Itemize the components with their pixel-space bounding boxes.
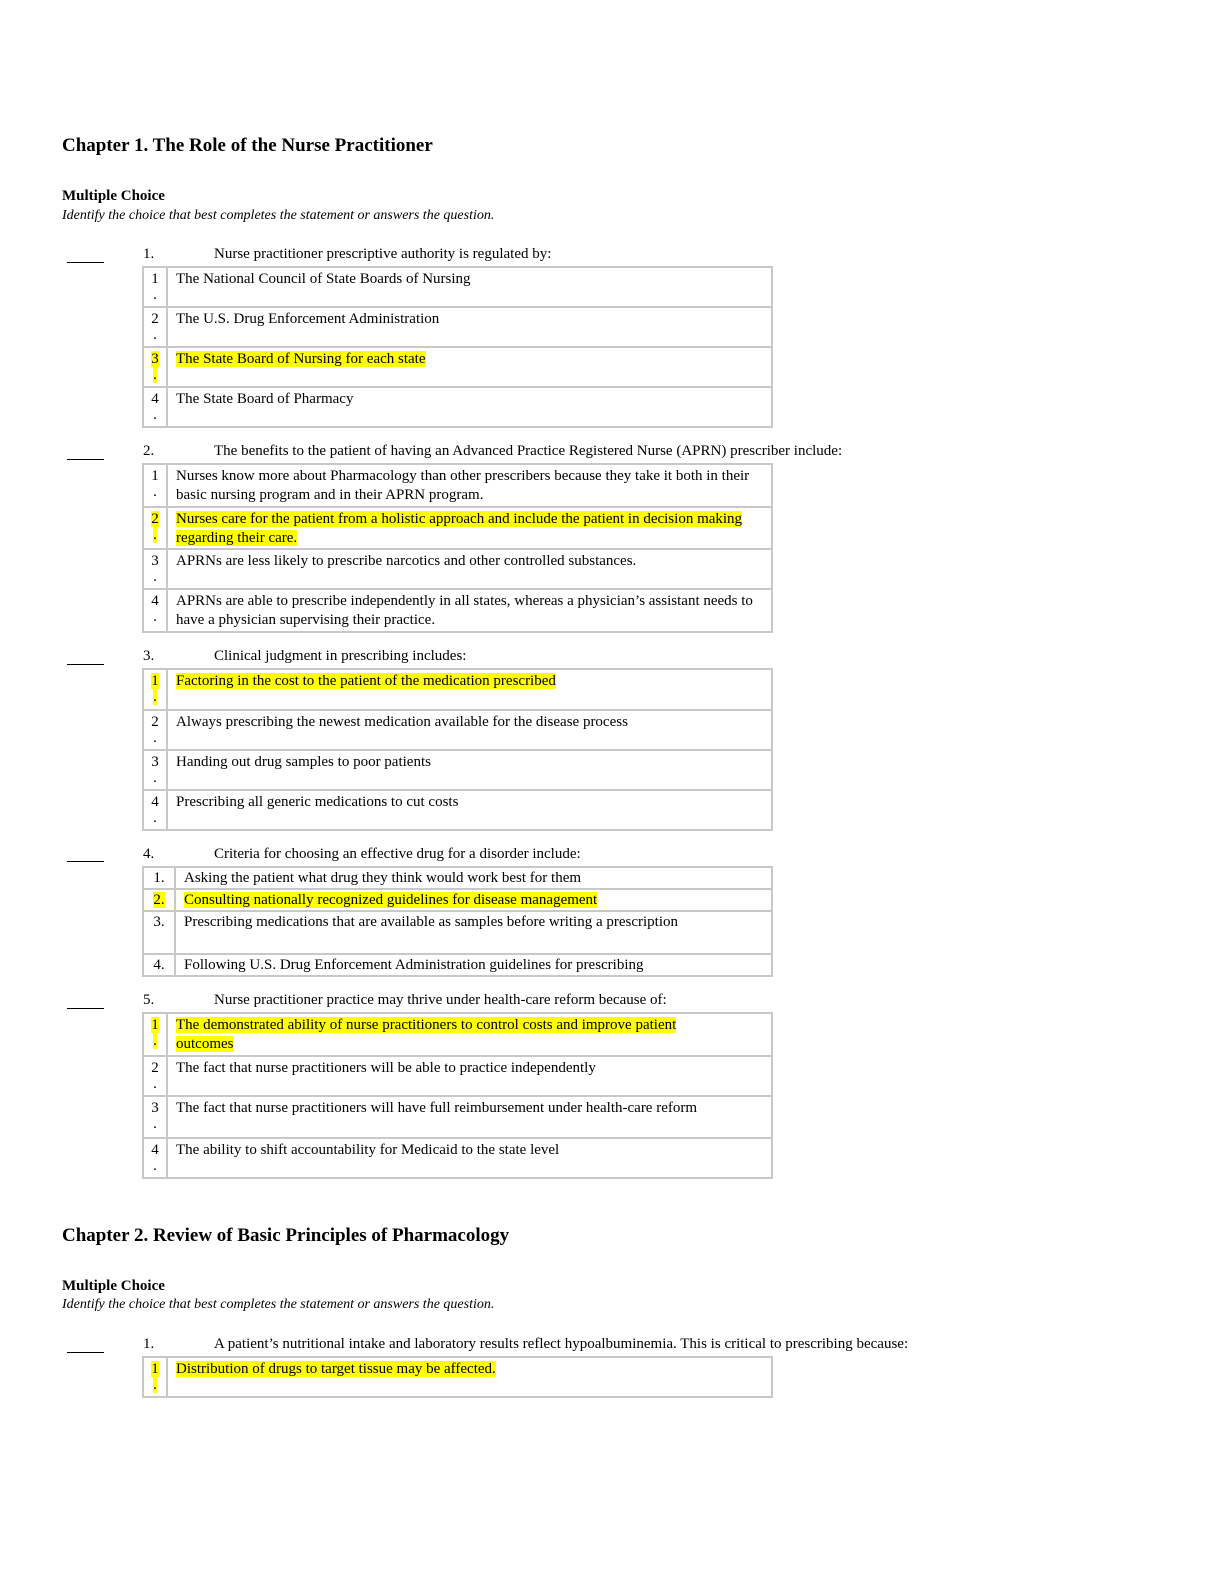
choice-row-highlighted[interactable] bbox=[143, 889, 772, 911]
question-number: 2. bbox=[143, 443, 155, 459]
choice-row[interactable] bbox=[143, 1056, 772, 1096]
choice-number: 4 . bbox=[143, 387, 167, 427]
choice-text: Prescribing all generic medications to cut costs bbox=[167, 790, 772, 830]
choice-text: APRNs are able to prescribe independently in all states, whereas a physician’s assistant needs to have a physician supervising their practice. bbox=[167, 589, 772, 632]
question-text: Nurse practitioner prescriptive authority is regulated by: bbox=[214, 246, 552, 262]
answer-blank[interactable] bbox=[67, 1008, 104, 1009]
choice-row[interactable] bbox=[143, 954, 772, 976]
choice-number: 4. bbox=[143, 954, 175, 976]
choice-text: Always prescribing the newest medication available for the disease process bbox=[167, 710, 772, 750]
choice-row[interactable] bbox=[143, 464, 772, 507]
question-number: 1. bbox=[143, 246, 155, 262]
choices-table bbox=[142, 266, 773, 428]
choice-row[interactable] bbox=[143, 750, 772, 790]
choice-number: 1. bbox=[143, 867, 175, 889]
choice-number: 2 . bbox=[143, 1056, 167, 1096]
choice-row[interactable] bbox=[143, 1138, 772, 1178]
choice-row[interactable] bbox=[143, 307, 772, 347]
choice-row-highlighted[interactable] bbox=[143, 347, 772, 387]
choice-row[interactable] bbox=[143, 790, 772, 830]
question-number: 4. bbox=[143, 846, 155, 862]
choice-row[interactable] bbox=[143, 387, 772, 427]
choice-number: 4 . bbox=[143, 1138, 167, 1178]
choice-text: Prescribing medications that are available as samples before writing a prescription bbox=[175, 911, 772, 954]
choice-row[interactable] bbox=[143, 589, 772, 632]
choice-text: Consulting nationally recognized guidelines for disease management bbox=[175, 889, 772, 911]
question-text: The benefits to the patient of having an Advanced Practice Registered Nurse (APRN) prescriber include: bbox=[214, 443, 843, 459]
answer-blank[interactable] bbox=[67, 861, 104, 862]
choice-number: 4 . bbox=[143, 790, 167, 830]
answer-blank[interactable] bbox=[67, 664, 104, 665]
choice-row[interactable] bbox=[143, 867, 772, 889]
choice-number: 1 . bbox=[143, 267, 167, 307]
choice-text: The State Board of Pharmacy bbox=[167, 387, 772, 427]
choice-number: 1 . bbox=[143, 464, 167, 507]
choice-row[interactable] bbox=[143, 911, 772, 954]
choice-text: The State Board of Nursing for each state bbox=[167, 347, 772, 387]
choice-row[interactable] bbox=[143, 1096, 772, 1138]
choice-text: Nurses care for the patient from a holistic approach and include the patient in decision making regarding their care. bbox=[167, 507, 772, 549]
choice-text: The fact that nurse practitioners will have full reimbursement under health-care reform bbox=[167, 1096, 772, 1138]
choice-text: APRNs are less likely to prescribe narcotics and other controlled substances. bbox=[167, 549, 772, 589]
choices-table bbox=[142, 866, 773, 977]
choice-text: Distribution of drugs to target tissue may be affected. bbox=[167, 1357, 772, 1397]
choices-table bbox=[142, 1356, 773, 1398]
answer-blank[interactable] bbox=[67, 1352, 104, 1353]
choice-row-highlighted[interactable] bbox=[143, 1013, 772, 1056]
choices-table bbox=[142, 1012, 773, 1179]
choice-text: The demonstrated ability of nurse practitioners to control costs and improve patient outcomes bbox=[167, 1013, 772, 1056]
choice-text: The ability to shift accountability for Medicaid to the state level bbox=[167, 1138, 772, 1178]
choice-number: 3 . bbox=[143, 750, 167, 790]
choice-number: 1 . bbox=[143, 1357, 167, 1397]
chapter-2-title: Chapter 2. Review of Basic Principles of Pharmacology bbox=[62, 1225, 510, 1246]
choice-number: 2. bbox=[143, 889, 175, 911]
question-number: 1. bbox=[143, 1336, 155, 1352]
answer-blank[interactable] bbox=[67, 459, 104, 460]
choice-number: 3 . bbox=[143, 1096, 167, 1138]
choice-row-highlighted[interactable] bbox=[143, 507, 772, 549]
choice-number: 2 . bbox=[143, 710, 167, 750]
choice-row[interactable] bbox=[143, 710, 772, 750]
chapter-1-title: Chapter 1. The Role of the Nurse Practitioner bbox=[62, 135, 433, 156]
question-text: Nurse practitioner practice may thrive under health-care reform because of: bbox=[214, 992, 667, 1008]
answer-blank[interactable] bbox=[67, 262, 104, 263]
choice-text: The National Council of State Boards of Nursing bbox=[167, 267, 772, 307]
choice-number: 2 . bbox=[143, 507, 167, 549]
choice-number: 3. bbox=[143, 911, 175, 954]
question-number: 5. bbox=[143, 992, 155, 1008]
chapter-1-section-title: Multiple Choice bbox=[62, 188, 165, 204]
choice-text: Nurses know more about Pharmacology than other prescribers because they take it both in their basic nursing program and in their APRN program. bbox=[167, 464, 772, 507]
chapter-2-section-title: Multiple Choice bbox=[62, 1278, 165, 1294]
choice-number: 2 . bbox=[143, 307, 167, 347]
chapter-1-instructions: Identify the choice that best completes the statement or answers the question. bbox=[62, 208, 495, 223]
choice-text: Following U.S. Drug Enforcement Administration guidelines for prescribing bbox=[175, 954, 772, 976]
question-number: 3. bbox=[143, 648, 155, 664]
choice-number: 1 . bbox=[143, 669, 167, 710]
choice-number: 3 . bbox=[143, 549, 167, 589]
choice-text: The fact that nurse practitioners will be able to practice independently bbox=[167, 1056, 772, 1096]
choice-row-highlighted[interactable] bbox=[143, 669, 772, 710]
choice-number: 4 . bbox=[143, 589, 167, 632]
choice-row[interactable] bbox=[143, 267, 772, 307]
choice-text: Handing out drug samples to poor patients bbox=[167, 750, 772, 790]
choice-text: Asking the patient what drug they think would work best for them bbox=[175, 867, 772, 889]
question-text: A patient’s nutritional intake and laboratory results reflect hypoalbuminemia. This is critical to prescribing because: bbox=[214, 1336, 909, 1352]
choice-row[interactable] bbox=[143, 549, 772, 589]
choices-table bbox=[142, 668, 773, 831]
chapter-2-instructions: Identify the choice that best completes the statement or answers the question. bbox=[62, 1297, 495, 1312]
choice-number: 1 . bbox=[143, 1013, 167, 1056]
choice-number: 3 . bbox=[143, 347, 167, 387]
choices-table bbox=[142, 463, 773, 633]
question-text: Clinical judgment in prescribing includes: bbox=[214, 648, 467, 664]
question-text: Criteria for choosing an effective drug for a disorder include: bbox=[214, 846, 581, 862]
choice-row-highlighted[interactable] bbox=[143, 1357, 772, 1397]
choice-text: Factoring in the cost to the patient of the medication prescribed bbox=[167, 669, 772, 710]
choice-text: The U.S. Drug Enforcement Administration bbox=[167, 307, 772, 347]
